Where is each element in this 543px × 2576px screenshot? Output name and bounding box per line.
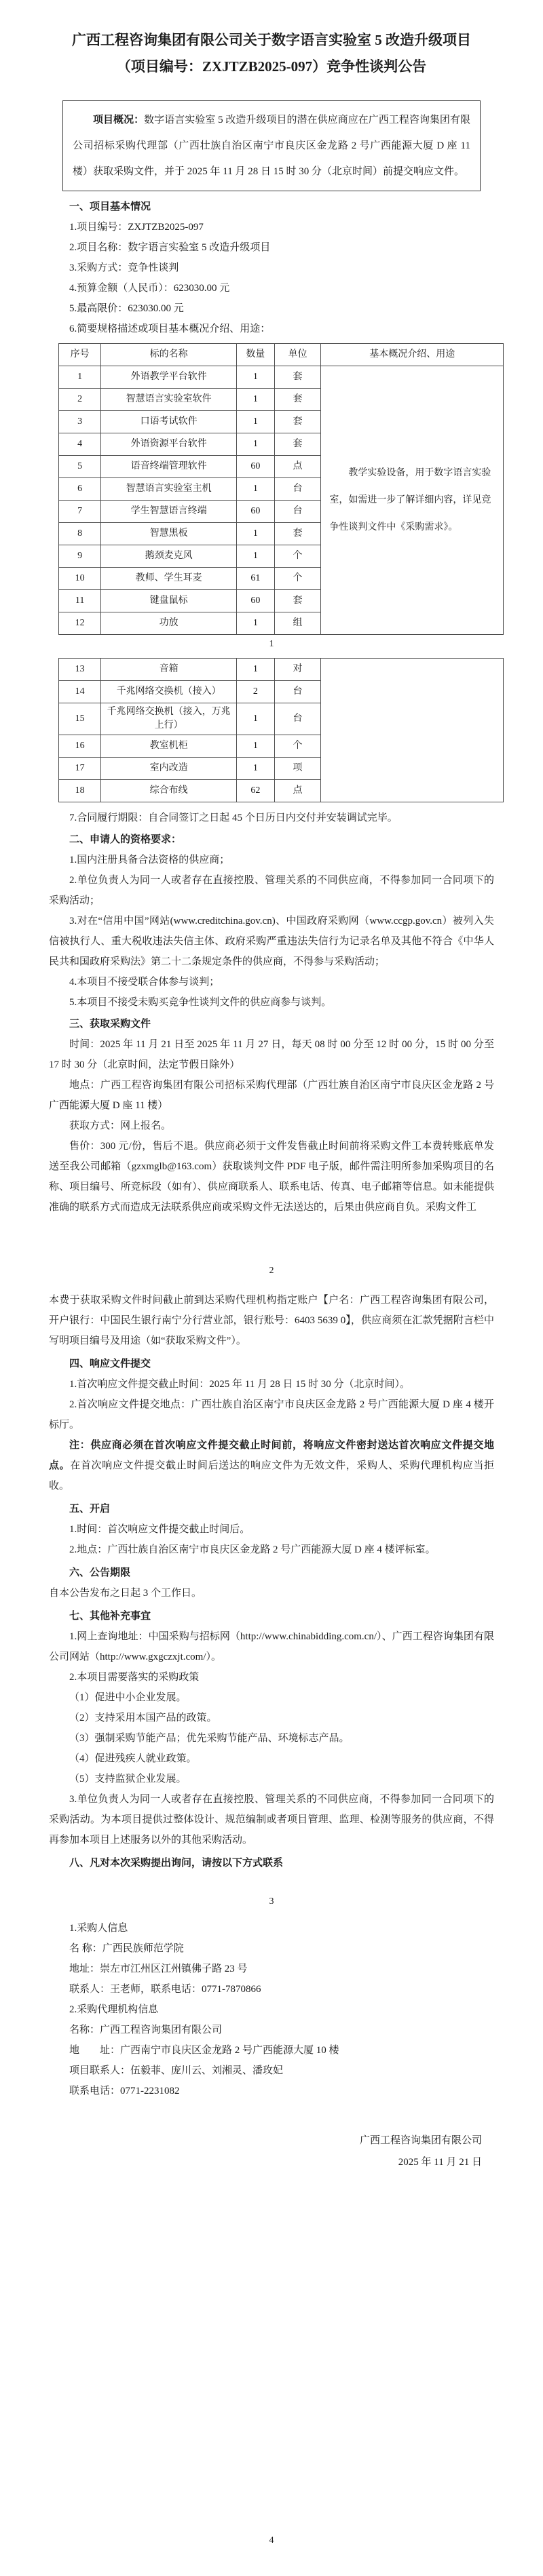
page-number-2: 2 [269,1266,274,1276]
goods-description-cell: 教学实验设备，用于数字语言实验室，如需进一步了解详细内容，详见竞争性谈判文件中《采购需求》。 [321,366,504,635]
cell-unit: 套 [274,523,321,545]
section3-place: 地点：广西工程咨询集团有限公司招标采购代理部（广西壮族自治区南宁市良庆区金龙路 2 号广西能源大厦 D 座 11 楼） [49,1080,494,1111]
cell-unit: 套 [274,411,321,433]
cell-no: 5 [59,456,101,478]
cell-qty: 1 [236,389,274,411]
cell-unit: 点 [274,780,321,802]
cell-unit: 个 [274,735,321,758]
section4-item1: 1.首次响应文件提交截止时间：2025 年 11 月 28 日 15 时 30 分（北京时间）。 [69,1379,410,1390]
cell-name: 键盘鼠标 [101,590,237,612]
section3-method: 获取方式：网上报名。 [69,1120,172,1131]
section7-item2: 2.本项目需要落实的采购政策 [69,1672,200,1683]
cell-qty: 61 [236,568,274,590]
cell-unit: 台 [274,501,321,523]
cell-unit: 套 [274,590,321,612]
title-line-2: （项目编号：ZXJTZB2025-097）竞争性谈判公告 [116,58,427,75]
cell-qty: 1 [236,612,274,635]
cell-name: 鹅颈麦克风 [101,545,237,568]
cell-unit: 套 [274,433,321,456]
cell-unit: 组 [274,612,321,635]
section2-item3: 3.对在“信用中国”网站(www.creditchina.gov.cn)、中国政府采购网（www.ccgp.gov.cn）被列入失信被执行人、重大税收违法失信主体、政府采购严重违法失信行为记录名单及其他不符合《中华人民共和国政府采购法》第二十二条规定条件的供应商，不得参与采购活动； [49,916,494,967]
section7-item3: 3.单位负责人为同一人或者存在直接控股、管理关系的不同供应商，不得参加同一合同项下的采购活动。为本项目提供过整体设计、规范编制或者项目管理、监理、检测等服务的供应商，不得再参加本项目上述服务以外的其他采购活动。 [49,1794,494,1846]
section8-heading: 八、凡对本次采购提出询问，请按以下方式联系 [69,1858,284,1869]
title-line-1: 广西工程咨询集团有限公司关于数字语言实验室 5 改造升级项目 [72,32,471,48]
cell-name: 功放 [101,612,237,635]
section5-item1: 1.时间：首次响应文件提交截止时间后。 [69,1524,250,1535]
cell-qty: 1 [236,523,274,545]
overview-label: 项目概况： [93,115,145,125]
cell-no: 16 [59,735,101,758]
agency-address: 地 址：广西南宁市良庆区金龙路 2 号广西能源大厦 10 楼 [69,2045,339,2056]
page-number-3: 3 [269,1896,274,1907]
cell-unit: 套 [274,389,321,411]
overview-body: 数字语言实验室 5 改造升级项目的潜在供应商应在广西工程咨询集团有限公司招标采购代理部（广西壮族自治区南宁市良庆区金龙路 2 号广西能源大厦 D 座 11 楼）获取采购文件，并于 2025 年 11 月 28 日 15 时 30 分（北京时间）前提交响应文件。 [73,115,470,177]
cell-name: 室内改造 [101,758,237,780]
cell-name: 教师、学生耳麦 [101,568,237,590]
goods-table-page1 [58,343,504,635]
section2-heading: 二、申请人的资格要求： [69,834,182,845]
cell-no: 17 [59,758,101,780]
empty-description-cell [321,659,504,802]
cell-qty: 1 [236,366,274,389]
cell-name: 综合布线 [101,780,237,802]
cell-name: 教室机柜 [101,735,237,758]
section7-policy4: （4）促进残疾人就业政策。 [69,1753,197,1764]
section1-heading: 一、项目基本情况 [69,201,151,212]
section4-note [49,1435,494,1496]
cell-no: 4 [59,433,101,456]
cell-name: 千兆网络交换机（接入） [101,681,237,703]
cell-qty: 1 [236,411,274,433]
section1-item3: 3.采购方式：竞争性谈判 [69,262,179,273]
section1-item6: 6.简要规格描述或项目基本概况介绍、用途： [69,324,271,334]
cell-unit: 项 [274,758,321,780]
project-overview-box [62,100,481,191]
cell-no: 15 [59,703,101,735]
goods-table-page2 [58,658,504,802]
contract-term: 7.合同履行期限：自合同签订之日起 45 个日历日内交付并安装调试完毕。 [69,813,398,823]
project-overview-text [73,107,470,184]
cell-name: 语音终端管理软件 [101,456,237,478]
cell-no: 2 [59,389,101,411]
cell-qty: 1 [236,735,274,758]
section1-item1: 1.项目编号：ZXJTZB2025-097 [69,222,204,233]
cell-qty: 60 [236,501,274,523]
note-rest: 在首次响应文件提交截止时间后送达的响应文件为无效文件，采购人、采购代理机构应当拒收。 [49,1460,494,1491]
cell-unit: 台 [274,681,321,703]
agency-name: 名称：广西工程咨询集团有限公司 [69,2025,223,2035]
cell-qty: 1 [236,758,274,780]
purchaser-title: 1.采购人信息 [69,1923,128,1934]
cell-qty: 60 [236,456,274,478]
cell-name: 千兆网络交换机（接入，万兆上行） [101,703,237,735]
cell-no: 7 [59,501,101,523]
cell-qty: 1 [236,433,274,456]
section1-item4: 4.预算金额（人民币）：623030.00 元 [69,283,230,294]
section2-item1: 1.国内注册具备合法资格的供应商； [69,855,230,865]
section3-heading: 三、获取采购文件 [69,1019,151,1030]
cell-name: 智慧黑板 [101,523,237,545]
cell-no: 9 [59,545,101,568]
cell-unit: 点 [274,456,321,478]
agency-title: 2.采购代理机构信息 [69,2004,159,2015]
agency-contacts: 项目联系人：伍毅菲、庞川云、刘湘灵、潘玫妃 [69,2065,284,2076]
cell-name: 外语教学平台软件 [101,366,237,389]
section7-heading: 七、其他补充事宜 [69,1611,151,1622]
purchaser-address: 地址：崇左市江州区江州镇佛子路 23 号 [69,1964,248,1974]
signature-company: 广西工程咨询集团有限公司 [359,2135,482,2146]
section3-price-part2: 本费于获取采购文件时间截止前到达采购代理机构指定账户【户名：广西工程咨询集团有限公司，开户银行：中国民生银行南宁分行营业部，银行账号：6403 5639 0】，供应商须在汇款凭据附言栏中写明项目编号及用途（如“获取采购文件”）。 [49,1295,494,1346]
cell-no: 1 [59,366,101,389]
section7-policy2: （2）支持采用本国产品的政策。 [69,1713,217,1723]
cell-unit: 个 [274,545,321,568]
cell-unit: 套 [274,366,321,389]
page-number-1: 1 [269,639,274,649]
cell-name: 口语考试软件 [101,411,237,433]
cell-unit: 对 [274,659,321,681]
signature-date: 2025 年 11 月 21 日 [398,2157,482,2168]
cell-no: 10 [59,568,101,590]
cell-name: 智慧语言实验室软件 [101,389,237,411]
section6-body: 自本公告发布之日起 3 个工作日。 [49,1588,202,1599]
section7-policy3: （3）强制采购节能产品；优先采购节能产品、环境标志产品。 [69,1733,350,1744]
cell-name: 学生智慧语言终端 [101,501,237,523]
col-header-qty: 数量 [236,344,274,366]
section3-time: 时间：2025 年 11 月 21 日至 2025 年 11 月 27 日，每天 08 时 00 分至 12 时 00 分，15 时 00 分至 17 时 30 分（北京时间，法定节假日除外） [49,1039,494,1070]
cell-no: 8 [59,523,101,545]
section7-policy1: （1）促进中小企业发展。 [69,1692,187,1703]
section3-price-part1: 售价：300 元/份，售后不退。供应商必须于文件发售截止时间前将采购文件工本费转账底单发送至我公司邮箱（gzxmglb@163.com）获取谈判文件 PDF 电子版，邮件需注明所参加采购项目的名称、项目编号、所竞标段（如有）、供应商联系人、联系电话、传真、电子邮箱等信息。如未能提供准确的联系方式而造成无法联系供应商或采购文件无法送达的，后果由供应商自负。采购文件工 [49,1141,494,1213]
cell-unit: 台 [274,478,321,501]
page-2 [0,658,543,1279]
col-header-unit: 单位 [274,344,321,366]
cell-no: 14 [59,681,101,703]
section2-item5: 5.本项目不接受未购买竞争性谈判文件的供应商参与谈判。 [69,997,332,1008]
section4-heading: 四、响应文件提交 [69,1359,151,1369]
section4-item2: 2.首次响应文件提交地点：广西壮族自治区南宁市良庆区金龙路 2 号广西能源大厦 D 座 4 楼开标厅。 [49,1399,494,1430]
col-header-desc: 基本概况介绍、用途 [321,344,504,366]
section6-heading: 六、公告期限 [69,1567,131,1578]
cell-qty: 1 [236,478,274,501]
cell-no: 13 [59,659,101,681]
page-3 [0,1290,543,1910]
table-row [59,366,504,389]
cell-name: 智慧语言实验室主机 [101,478,237,501]
table-row [59,659,504,681]
section2-item2: 2.单位负责人为同一人或者存在直接控股、管理关系的不同供应商，不得参加同一合同项下的采购活动； [49,875,494,906]
page-1 [0,0,543,652]
page-4 [0,1918,543,2576]
cell-no: 6 [59,478,101,501]
document-title [49,0,494,80]
cell-no: 11 [59,590,101,612]
section5-heading: 五、开启 [69,1504,111,1515]
cell-unit: 台 [274,703,321,735]
col-header-name: 标的名称 [101,344,237,366]
cell-qty: 1 [236,659,274,681]
purchaser-contact: 联系人：王老师，联系电话：0771-7870866 [69,1984,261,1995]
section7-policy5: （5）支持监狱企业发展。 [69,1774,187,1784]
page-number-4: 4 [269,2535,274,2545]
purchaser-name: 名 称：广西民族师范学院 [69,1943,184,1954]
section5-item2: 2.地点：广西壮族自治区南宁市良庆区金龙路 2 号广西能源大厦 D 座 4 楼评标室。 [69,1544,436,1555]
table-header-row [59,344,504,366]
cell-qty: 1 [236,703,274,735]
cell-no: 3 [59,411,101,433]
section1-item2: 2.项目名称：数字语言实验室 5 改造升级项目 [69,242,271,253]
section7-item1: 1.网上查询地址：中国采购与招标网（http://www.chinabidding.com.cn/）、广西工程咨询集团有限公司网站（http://www.gxgczxjt.com/）。 [49,1631,494,1662]
cell-qty: 62 [236,780,274,802]
section1-item5: 5.最高限价：623030.00 元 [69,303,184,314]
cell-name: 外语资源平台软件 [101,433,237,456]
cell-qty: 60 [236,590,274,612]
cell-name: 音箱 [101,659,237,681]
agency-phone: 联系电话：0771-2231082 [69,2086,180,2096]
note-bold: 注：供应商必须在首次响应文件提交截止时间前，将响应文件密封送达首次响应文件提交地点。 [49,1440,494,1471]
cell-no: 18 [59,780,101,802]
col-header-no: 序号 [59,344,101,366]
cell-unit: 个 [274,568,321,590]
cell-qty: 2 [236,681,274,703]
section2-item4: 4.本项目不接受联合体参与谈判； [69,977,220,988]
cell-no: 12 [59,612,101,635]
cell-qty: 1 [236,545,274,568]
